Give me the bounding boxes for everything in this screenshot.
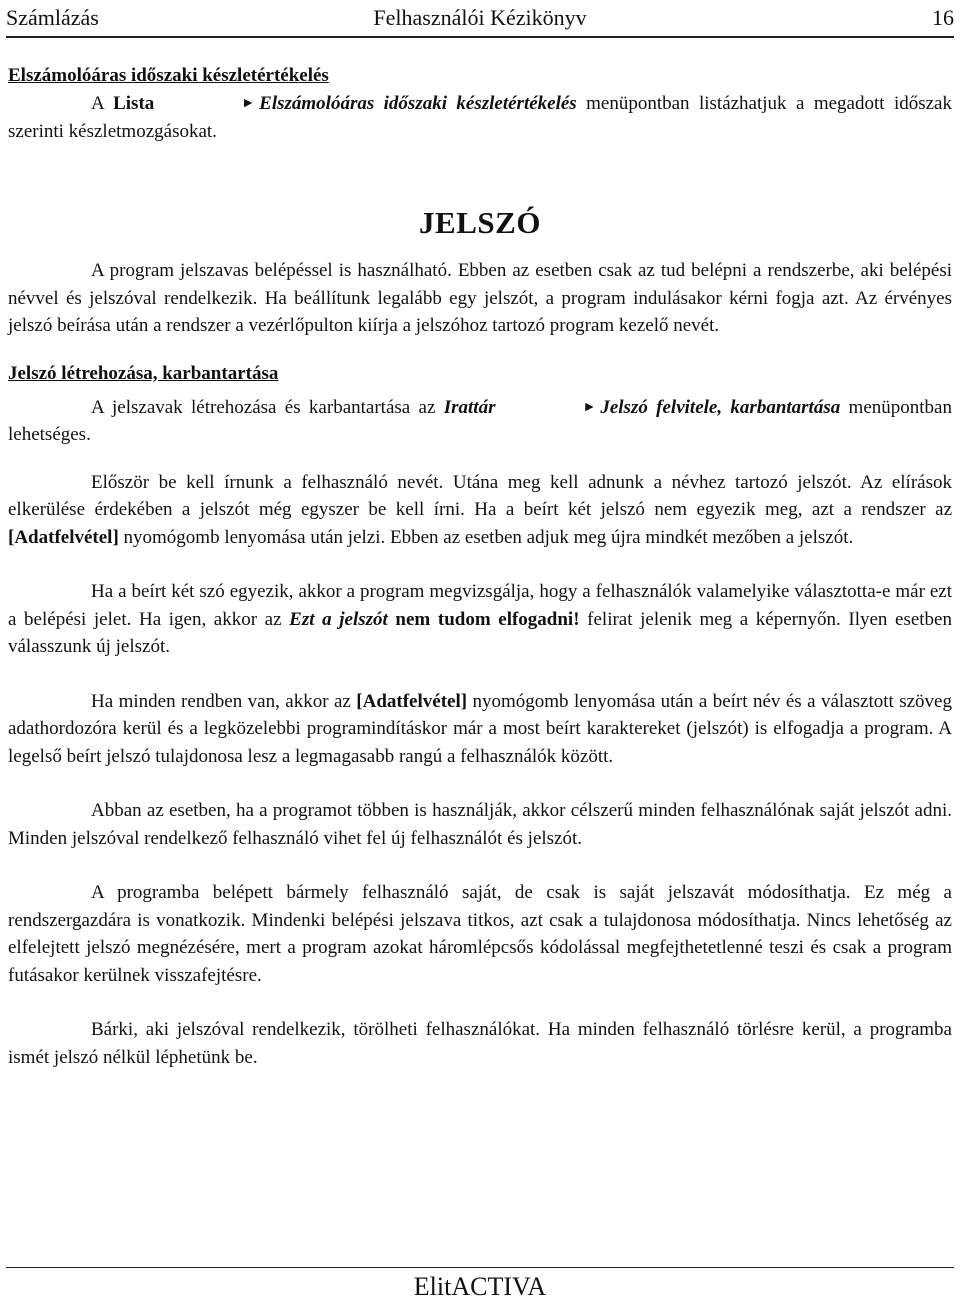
text-run: Ha a beírt két szó egyezik, akkor a program megvizsgálja, hogy a felhasználók valamelyike választotta-e már ezt a belépési jelet. Ha igen, akkor az (8, 581, 952, 630)
chapter-intro-paragraph: A program jelszavas belépéssel is használható. Ebben az esetben csak az tud belépni a rendszerbe, aki belépési névvel és jelszóval rendelkezik. Ha beállítunk legalább egy jelszót, a program indulásakor kérni fogja azt. Az érvényes jelszó beírása után a rendszer a vezérlőpulton kiírja a jelszóhoz tartozó program kezelő nevét. (8, 260, 952, 336)
message-reference: Ezt a jelszót (289, 608, 388, 630)
message-reference: nem tudom elfogadni! (387, 608, 580, 630)
menu-item-name: Jelszó felvitele, karbantartása (600, 396, 841, 418)
password-duplicate-paragraph (8, 578, 952, 661)
page-footer (6, 1267, 954, 1302)
text-run: A (91, 93, 114, 114)
section-heading-inventory: Elszámolóáras időszaki készletértékelés (8, 65, 329, 86)
password-menu-paragraph (8, 394, 952, 449)
text-run: felirat jelenik meg a képernyőn. Ilyen esetben válasszunk új jelszót. (8, 608, 952, 657)
header-center-title: Felhasználói Kézikönyv (373, 5, 587, 30)
footer-brand: ElitACTIVA (413, 1272, 547, 1301)
page-content (8, 62, 952, 1071)
text-run: menüpontban listázhatjuk a megadott időszak szerinti készletmozgásokat. (8, 93, 952, 142)
text-run: menüpontban lehetséges. (8, 396, 952, 445)
menu-arrow-icon: ► (582, 399, 597, 415)
page-number: 16 (932, 5, 954, 30)
button-reference: [Adatfelvétel] (356, 690, 468, 712)
text-run: nyomógomb lenyomása után jelzi. Ebben az esetben adjuk meg újra mindkét mezőben a jelszót. (118, 526, 854, 548)
multi-user-paragraph: Abban az esetben, ha a programot többen is használják, akkor célszerű minden felhasználónak saját jelszót adni. Minden jelszóval rendelkező felhasználó vihet fel új felhasználót és jelszót. (8, 800, 952, 849)
password-modify-paragraph: A programba belépett bármely felhasználó saját, de csak is saját jelszavát módosíthatja. Ez még a rendszergazdára is vonatkozik. Mindenki belépési jelszava titkos, azt csak a tulajdonosa módosíthatja. Nincs lehetőség az elfelejtett jelszó megnézésére, mert a program azokat háromlépcsős kódolással megfejthetetlenné teszi és csak a program futásakor kerülnek visszafejtésre. (8, 882, 952, 986)
password-save-paragraph (8, 688, 952, 771)
user-delete-paragraph: Bárki, aki jelszóval rendelkezik, törölheti felhasználókat. Ha minden felhasználó törlésre kerül, a programba ismét jelszó nélkül léphetünk be. (8, 1019, 952, 1068)
text-run: Először be kell írnunk a felhasználó nevét. Utána meg kell adnunk a névhez tartozó jelszót. Az elírások elkerülése érdekében a jelszót még egyszer be kell írni. Ha a beírt két jelszó nem egyezik meg, azt a rendszer az (8, 471, 952, 520)
menu-name-irattar: Irattár (443, 396, 496, 418)
chapter-title: JELSZÓ (419, 205, 541, 240)
text-run: Ha minden rendben van, akkor az (91, 690, 357, 712)
header-left-title: Számlázás (6, 5, 99, 30)
button-reference: [Adatfelvétel] (8, 526, 119, 548)
page-header (6, 0, 954, 38)
text-run: A jelszavak létrehozása és karbantartása az (91, 396, 444, 418)
section-heading-password: Jelszó létrehozása, karbantartása (8, 362, 279, 384)
menu-name-lista: Lista (113, 93, 155, 114)
menu-item-name: Elszámolóáras időszaki készletértékelés (259, 93, 577, 114)
inventory-paragraph (8, 90, 952, 145)
password-entry-paragraph (8, 469, 952, 552)
text-run: nyomógomb lenyomása után a beírt név és a választott szöveg adathordozóra kerül és a legközelebbi programindításkor már a most beírt karaktereket (jelszót) is elfogadja a program. A legelső beírt jelszó tulajdonosa lesz a legmagasabb rangú a felhasználók között. (8, 690, 952, 767)
menu-arrow-icon: ► (241, 96, 256, 111)
